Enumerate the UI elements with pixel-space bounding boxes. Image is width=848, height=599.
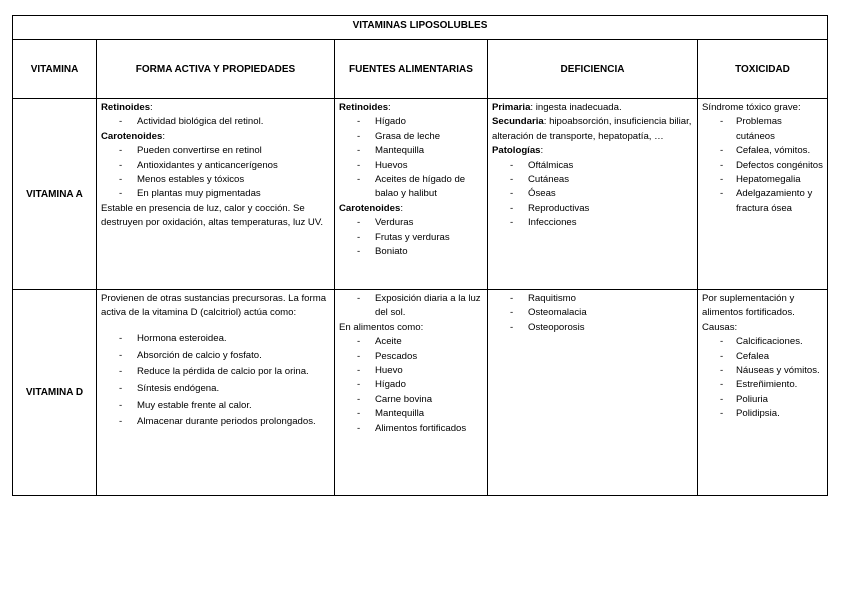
list-item: - Huevos (339, 159, 483, 173)
vitamin-d-fuentes-cell (335, 290, 488, 496)
list-item: - Poliuria (702, 393, 823, 407)
primaria-label: Primaria (492, 102, 531, 113)
list-item: - Almacenar durante periodos prolongados. (101, 414, 330, 429)
list-item: - Oftálmicas (492, 159, 693, 173)
patologias-label: Patologías (492, 145, 541, 157)
list-item: - Mantequilla (339, 144, 483, 158)
list-item: - Estreñimiento. (702, 378, 823, 392)
list-item: - Exposición diaria a la luz del sol. (339, 292, 483, 321)
list-item: - Cutáneas (492, 173, 693, 187)
list-item: - Cefalea (702, 350, 823, 364)
list-item: - Hígado (339, 378, 483, 392)
vitamin-d-forma-cell (97, 290, 335, 496)
vitamin-a-deficiencia-cell: Primaria: ingesta inadecuada. Secundaria: hipoabsorción, insuficiencia biliar, alteración de transporte, hepatopatía, … Patologías: - Oftálmicas - Cutáneas - Óseas - Reproductivas - Infecciones (488, 99, 698, 290)
list-item: - Calcificaciones. (702, 335, 823, 349)
primaria-text: ingesta inadecuada. (535, 102, 622, 113)
fuentes-d-label: En alimentos como: (339, 321, 424, 333)
list-item: - Carne bovina (339, 393, 483, 407)
table-row-vitamina-d (13, 290, 828, 496)
list-item: - Hígado (339, 115, 483, 129)
header-toxicidad: TOXICIDAD (698, 40, 828, 99)
list-item: - Problemas cutáneos (702, 115, 823, 144)
list-item: - Pueden convertirse en retinol (101, 144, 330, 158)
list-item: - Huevo (339, 364, 483, 378)
table-title: VITAMINAS LIPOSOLUBLES (13, 16, 828, 40)
list-item: - Náuseas y vómitos. (702, 364, 823, 378)
toxicidad-d-causas-label: Causas: (702, 321, 738, 333)
list-item: - Hormona esteroidea. (101, 331, 330, 346)
toxicidad-d-intro: Por suplementación y alimentos fortificados. (702, 293, 795, 319)
secundaria-label: Secundaria (492, 116, 544, 128)
vitamin-a-forma-cell: Retinoides: - Actividad biológica del retinol. Carotenoides: - Pueden convertirse en retinol - Antioxidantes y anticancerígenos - Menos estables y tóxicos - En plantas muy pigmentadas Estable en presencia de luz, calor y cocción. Se destruyen por oxidación, altas temperaturas, luz UV. (97, 99, 335, 290)
fuentes-retinoides-label: Retinoides (339, 102, 389, 113)
list-item: - Boniato (339, 245, 483, 259)
list-item: - Cefalea, vómitos. (702, 144, 823, 158)
forma-stability-text: Estable en presencia de luz, calor y cocción. Se destruyen por oxidación, altas temperaturas, luz UV. (101, 202, 324, 229)
list-item: - Óseas (492, 187, 693, 201)
list-item: - Verduras (339, 216, 483, 230)
list-item: - Actividad biológica del retinol. (101, 115, 330, 129)
forma-carotenoides-label: Carotenoides (101, 130, 163, 142)
list-item: - Raquitismo (492, 292, 693, 306)
list-item: - Mantequilla (339, 407, 483, 421)
vitamin-a-toxicidad-cell (698, 99, 828, 290)
list-item: - Defectos congénitos (702, 159, 823, 173)
list-item: - Osteoporosis (492, 321, 693, 335)
list-item: - Muy estable frente al calor. (101, 398, 330, 413)
list-item: - En plantas muy pigmentadas (101, 187, 330, 201)
vitamin-d-toxicidad-cell (698, 290, 828, 496)
table-row-vitamina-a (13, 99, 828, 290)
vitamin-d-name: VITAMINA D (13, 290, 97, 496)
list-item: - Menos estables y tóxicos (101, 173, 330, 187)
header-vitamina: VITAMINA (13, 40, 97, 99)
list-item: - Absorción de calcio y fosfato. (101, 348, 330, 363)
vitamin-a-name: VITAMINA A (13, 99, 97, 290)
secundaria-text: hipoabsorción, insuficiencia biliar, alteración de transporte, hepatopatía, … (492, 116, 692, 142)
forma-retinoides-label: Retinoides (101, 102, 151, 113)
list-item: - Hepatomegalia (702, 173, 823, 187)
vitamin-d-deficiencia-cell (488, 290, 698, 496)
toxicidad-intro: Síndrome tóxico grave: (702, 102, 801, 113)
header-deficiencia: DEFICIENCIA (488, 40, 698, 99)
list-item: - Pescados (339, 350, 483, 364)
list-item: - Reproductivas (492, 202, 693, 216)
list-item: - Síntesis endógena. (101, 381, 330, 396)
header-fuentes: FUENTES ALIMENTARIAS (335, 40, 488, 99)
list-item: - Osteomalacia (492, 306, 693, 320)
vitamin-a-fuentes-cell: Retinoides: - Hígado - Grasa de leche - Mantequilla - Huevos - Aceites de hígado de balao y halibut Carotenoides: - Verduras - Frutas y verduras - Boniato (335, 99, 488, 290)
list-item: - Antioxidantes y anticancerígenos (101, 159, 330, 173)
list-item: - Polidipsia. (702, 407, 823, 421)
header-forma-activa: FORMA ACTIVA Y PROPIEDADES (97, 40, 335, 99)
list-item: - Aceites de hígado de balao y halibut (339, 173, 483, 202)
fuentes-carotenoides-label: Carotenoides (339, 202, 401, 214)
list-item: - Infecciones (492, 216, 693, 230)
vitaminas-table (12, 15, 828, 496)
list-item: - Aceite (339, 335, 483, 349)
list-item: - Grasa de leche (339, 130, 483, 144)
list-item: - Alimentos fortificados (339, 422, 483, 436)
list-item: - Adelgazamiento y fractura ósea (702, 187, 823, 216)
list-item: - Frutas y verduras (339, 231, 483, 245)
list-item: - Reduce la pérdida de calcio por la orina. (101, 364, 330, 379)
forma-d-intro: Provienen de otras sustancias precursoras. La forma activa de la vitamina D (calcitriol) actúa como: (101, 293, 327, 319)
